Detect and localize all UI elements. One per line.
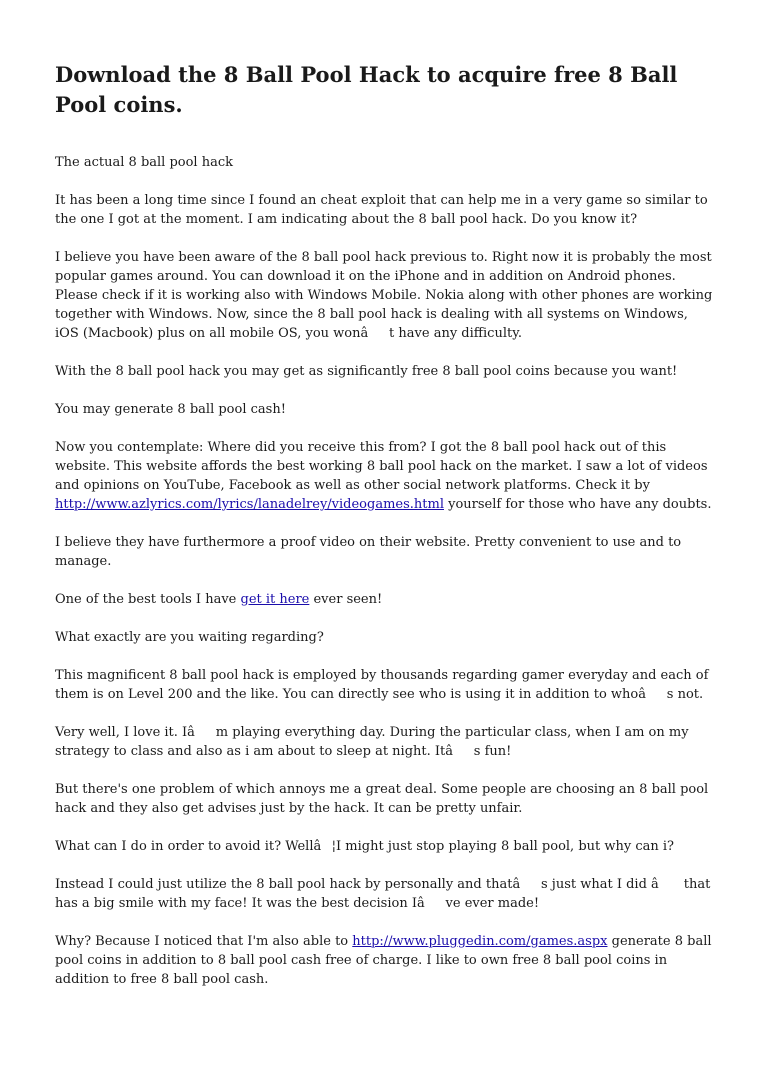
paragraph: But there's one problem of which annoys me a great deal. Some people are choosing an 8 ball pool hack and they also get advises just by the hack. It can be pretty unfair. bbox=[55, 782, 709, 816]
paragraph-text: Why? Because I noticed that I'm also able to bbox=[55, 934, 353, 949]
paragraph: I believe you have been aware of the 8 ball pool hack previous to. Right now it is probably the most popular games around. You can download it on the iPhone and in addition on Android phones. Please check if it is working also with Windows Mobile. Nokia along with other phones are working together with Windows. Now, since the 8 ball pool hack is dealing with all systems on Windows, iOS (Macbook) plus on all mobile OS, you wonât have any difficulty. bbox=[55, 250, 713, 341]
paragraph: You may generate 8 ball pool cash! bbox=[55, 402, 286, 417]
paragraph: It has been a long time since I found an cheat exploit that can help me in a very game so similar to the one I got at the moment. I am indicating about the 8 ball pool hack. Do you know it? bbox=[55, 193, 708, 227]
paragraph: I believe they have furthermore a proof video on their website. Pretty convenient to use and to manage. bbox=[55, 535, 682, 569]
azlyrics-link[interactable]: http://www.azlyrics.com/lyrics/lanadelrey/videogames.html bbox=[55, 497, 444, 512]
get-it-here-link[interactable]: get it here bbox=[240, 592, 310, 607]
paragraph: This magnificent 8 ball pool hack is employed by thousands regarding gamer everyday and each of them is on Level 200 and the like. You can directly see who is using it in addition to whoâs not. bbox=[55, 668, 709, 702]
pluggedin-link[interactable]: http://www.pluggedin.com/games.aspx bbox=[352, 934, 608, 949]
paragraph: Very well, I love it. Iâm playing everything day. During the particular class, when I am on my strategy to class and also as i am about to sleep at night. Itâs fun! bbox=[55, 725, 689, 759]
document-title: Download the 8 Ball Pool Hack to acquire free 8 Ball Pool coins. bbox=[55, 62, 678, 117]
paragraph-with-link bbox=[55, 932, 715, 989]
paragraph-text: ever seen! bbox=[309, 592, 383, 607]
paragraph-text: One of the best tools I have bbox=[55, 592, 241, 607]
paragraph: Instead I could just utilize the 8 ball pool hack by personally and thatâs just what I did â that has a big smile with my face! It was the best decision Iâve ever made! bbox=[55, 877, 711, 911]
paragraph-text: Now you contemplate: Where did you receive this from? I got the 8 ball pool hack out of this website. This website affords the best working 8 ball pool hack on the market. I saw a lot of videos and opinions on YouTube, Facebook as well as other social network platforms. Check it by bbox=[55, 440, 708, 493]
document-page bbox=[55, 60, 715, 1008]
paragraph-with-link bbox=[55, 438, 715, 514]
paragraph-intro: The actual 8 ball pool hack bbox=[55, 155, 234, 170]
paragraph: What exactly are you waiting regarding? bbox=[55, 630, 324, 645]
paragraph-with-link bbox=[55, 590, 715, 609]
paragraph: What can I do in order to avoid it? Wellâ¦I might just stop playing 8 ball pool, but why can i? bbox=[55, 839, 675, 854]
paragraph: With the 8 ball pool hack you may get as significantly free 8 ball pool coins because you want! bbox=[55, 364, 678, 379]
paragraph-text: generate 8 ball pool coins in addition to 8 ball pool cash free of charge. I like to own free 8 ball pool coins in addition to free 8 ball pool cash. bbox=[55, 934, 712, 987]
paragraph-text: yourself for those who have any doubts. bbox=[444, 497, 712, 512]
